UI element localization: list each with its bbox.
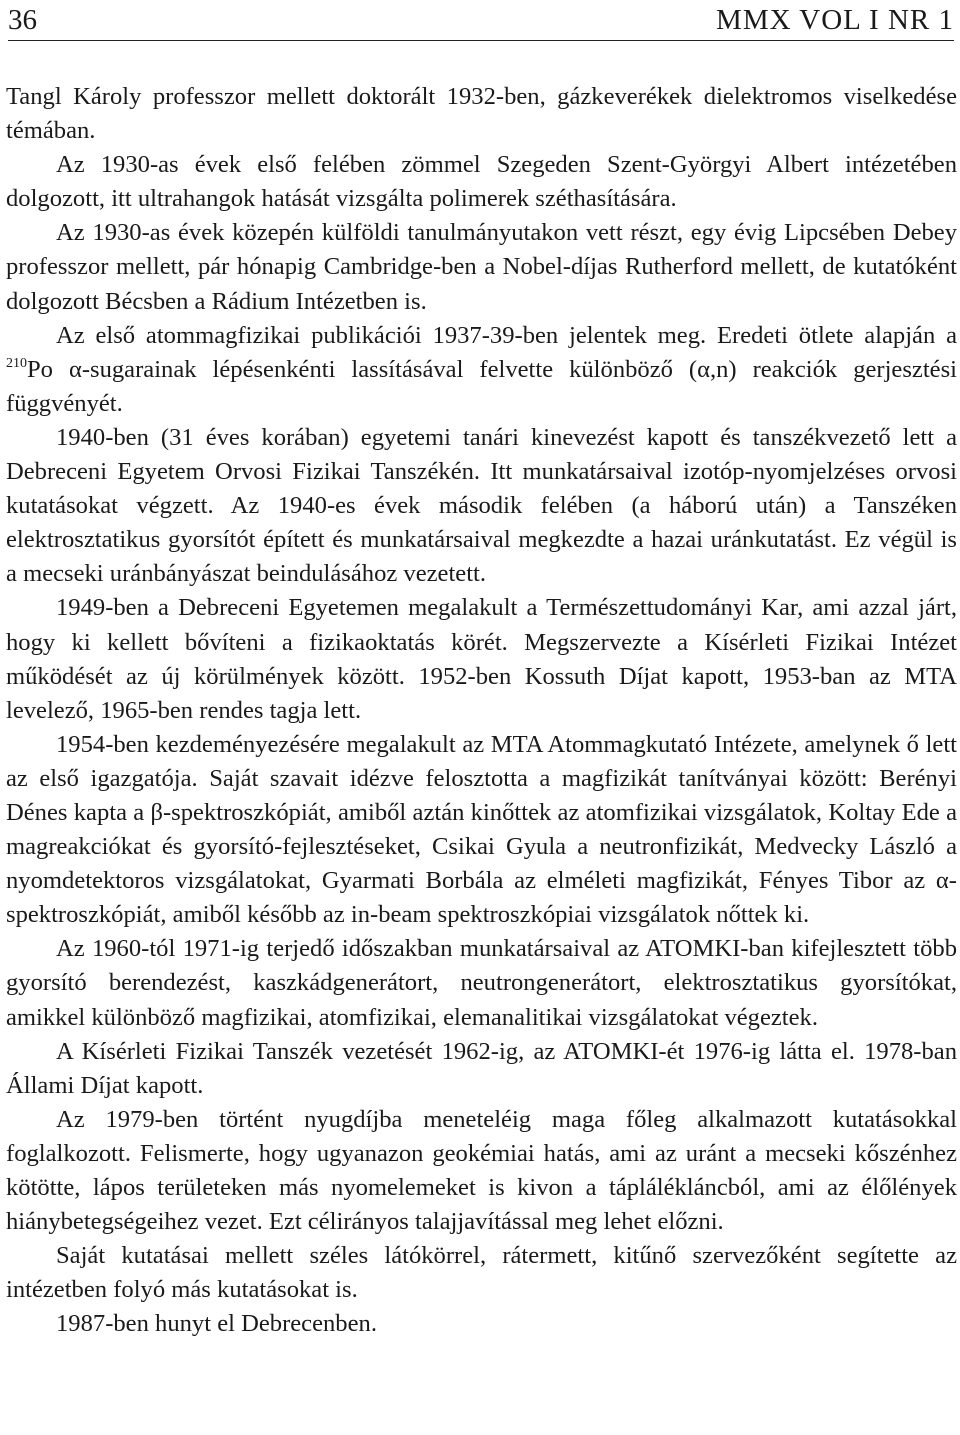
paragraph-applied-research: Az 1979-ben történt nyugdíjba meneteléig maga főleg alkalmazott kutatásokkal foglalkozott. Felismerte, hogy ugyanazon geokémiai hatás, ami az uránt a mecseki kőszénhez kötötte, lápos területeken más nyomelemeket is kivon a táplálékláncból, ami az élőlények hiánybetegségeihez vezet. Ezt célirányos talajjavítással meg lehet előzni. xyxy=(6,1105,957,1236)
paragraph-leadership: A Kísérleti Fizikai Tanszék vezetését 1962-ig, az ATOMKI-ét 1976-ig látta el. 1978-ban Állami Díjat kapott. xyxy=(6,1037,957,1099)
paragraph-study-trips: Az 1930-as évek közepén külföldi tanulmányutakon vett részt, egy évig Lipcsében Debey professzor mellett, pár hónapig Cambridge-ben a Nobel-díjas Rutherford mellett, de kutatóként dolgozott Bécsben a Rádium Intézetben is. xyxy=(6,219,957,315)
text-segment: Po α-sugarainak lépésenkénti lassításával felvette különböző (α,n) reakciók gerjesztési függvényét. xyxy=(6,355,957,417)
page-number: 36 xyxy=(8,4,37,36)
paragraph-debrecen-1940: 1940-ben (31 éves korában) egyetemi tanári kinevezést kapott és tanszékvezető lett a Debreceni Egyetem Orvosi Fizikai Tanszékén. Itt munkatársaival izotóp-nyomjelzéses orvosi kutatásokat végzett. Az 1940-es évek második felében (a háború után) a Tanszéken elektrosztatikus gyorsítót épített és munkatársaival megkezdte a hazai uránkutatást. Ez végül is a mecseki uránbányászat beindulásához vezetett. xyxy=(6,423,957,588)
paragraph-accelerators: Az 1960-tól 1971-ig terjedő időszakban munkatársaival az ATOMKI-ban kifejlesztett több gyorsító berendezést, kaszkádgenerátort, neutrongenerátort, elektrosztatikus gyorsítókat, amikkel különböző magfizikai, atomfizikai, elemanalitikai vizsgálatokat végeztek. xyxy=(6,935,957,1031)
page-header xyxy=(8,0,954,41)
text-segment: Az első atommagfizikai publikációi 1937-39-ben jelentek meg. Eredeti ötlete alapján a xyxy=(56,321,957,349)
running-head: MMX VOL I NR 1 xyxy=(716,4,954,36)
paragraph-death: 1987-ben hunyt el Debrecenben. xyxy=(56,1310,377,1338)
paragraph-szeged: Az 1930-as évek első felében zömmel Szegeden Szent-Györgyi Albert intézetében dolgozott, itt ultrahangok hatását vizsgálta polimerek széthasítására. xyxy=(6,151,957,213)
paragraph-organizer: Saját kutatásai mellett széles látókörrel, rátermett, kitűnő szervezőként segítette az intézetben folyó más kutatásokat is. xyxy=(6,1242,957,1304)
paragraph-faculty-1949: 1949-ben a Debreceni Egyetemen megalakult a Természettudományi Kar, ami azzal járt, hogy ki kellett bővíteni a fizikaoktatás körét. Megszervezte a Kísérleti Fizikai Intézet működését az új körülmények között. 1952-ben Kossuth Díjat kapott, 1953-ban az MTA levelező, 1965-ben rendes tagja lett. xyxy=(6,594,957,724)
paragraph-atomki-founding: 1954-ben kezdeményezésére megalakult az MTA Atommagkutató Intézete, amelynek ő lett az első igazgatója. Saját szavait idézve felosztotta a magfizikát tanítványai között: Berényi Dénes kapta a β-spektroszkópiát, amiből aztán kinőttek az atomfizikai vizsgálatok, Koltay Ede a magreakciókat és gyorsító-fejlesztéseket, Csikai Gyula a neutronfizikát, Medvecky László a nyomdetektoros vizsgálatokat, Gyarmati Borbála az elméleti magfizikát, Fényes Tibor az α-spektroszkópiát, amiből később az in-beam spektroszkópiai vizsgálatok nőttek ki. xyxy=(6,730,957,929)
paragraph-doctorate: Tangl Károly professzor mellett doktorált 1932-ben, gázkeverékek dielektromos viselkedése témában. xyxy=(6,83,957,145)
article-body xyxy=(6,80,957,1341)
isotope-mass-number: 210 xyxy=(6,355,27,371)
paragraph-first-publications xyxy=(6,319,957,421)
